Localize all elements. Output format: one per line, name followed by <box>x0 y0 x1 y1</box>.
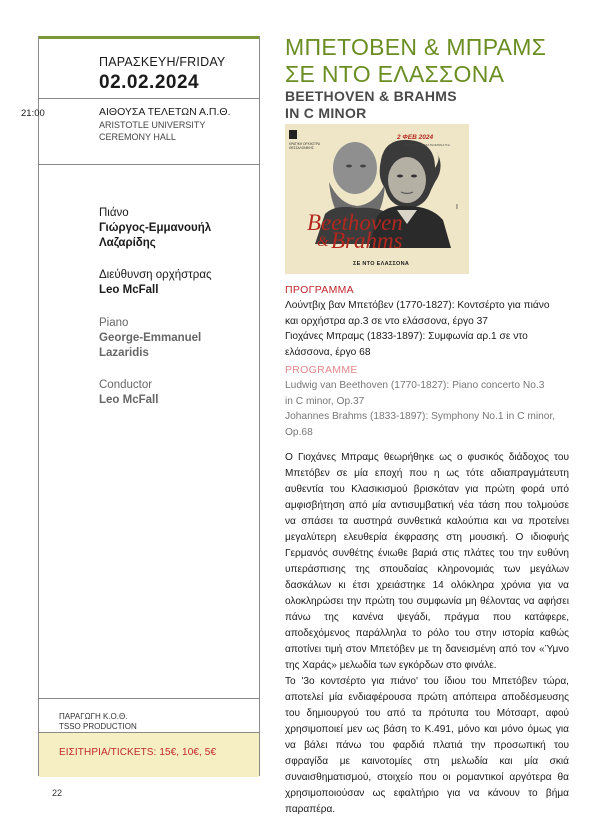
divider <box>39 698 259 699</box>
programme-notes <box>285 450 569 818</box>
title-gr-line-1: ΜΠΕΤΟΒΕΝ & ΜΠΡΑΜΣ <box>285 34 547 60</box>
orchestra-logo-icon <box>289 130 297 139</box>
performer-conductor-gr <box>99 268 259 298</box>
programme-line: Op.68 <box>285 426 313 438</box>
programme-line: Ludwig van Beethoven (1770-1827): Piano concerto No.3 <box>285 380 545 391</box>
performer-role: Πιάνο <box>99 207 129 219</box>
programme-heading-en: PROGRAMME <box>285 364 358 376</box>
poster-word-brahms: Brahms <box>331 228 403 253</box>
title-gr-line-2: ΣΕ ΝΤΟ ΕΛΑΣΣΟΝΑ <box>285 61 505 87</box>
performer-name: Leo McFall <box>99 394 159 406</box>
poster-details: ΩΡΑ 21:00 ΑΙΘΟΥΣΑ ΤΕΛΕΤΩΝ Α.Π.Θ. <box>405 144 451 147</box>
orchestra-logo-text: ΚΡΑΤΙΚΗ ΟΡΧΗΣΤΡΑ ΘΕΣΣΑΛΟΝΙΚΗΣ <box>289 142 320 150</box>
event-info-column <box>21 36 260 776</box>
notes-paragraph-1: Ο Γιοχάνες Μπραμς θεωρήθηκε ως ο φυσικός διάδοχος του Μπετόβεν σε μία εποχή που η ως τότε αδιαπραγμάτευτη αυθεντία του Κλασικισμού βρισκόταν για πρώτη φορά υπό αμφισβήτηση από μία αντισυμβατική νέα τάση που τολμούσε να σπάσει τα αυστηρά συνθετικά καλούπια και να προτείνει μεγαλύτερη ελευθερία έκφρασης στη μουσική. Ο ιδιοφυής Γερμανός συνθέτης ένιωθε βαριά στις πλάτες του την ευθύνη υπεράσπισης της σπουδαίας κληρονομιάς των μεγάλων δασκάλων κι έτσι χρειάστηκε 14 ολόκληρα χρόνια για να ολοκληρώσει την πρώτη του συμφωνία μη θέλοντας να αφήσει πάνω της κανένα ψεγάδι, πράγμα που κατάφερε, αποδεχόμενος παράλληλα το ρόλο του στην ιστορία καθώς αποτίνει τιμή στον Μπετόβεν με τη δανεισμένη από τον «Ύμνο της Χαράς» μελωδία των εγκόρδων στο φινάλε. <box>285 452 569 671</box>
notes-paragraph-2: Το '3ο κοντσέρτο για πιάνο' του ίδιου του Μπετόβεν τώρα, αποτελεί μία ενδιαφέρουσα πρώτη απόπειρα αποδέσμευσης του δημιουργού του από τα πρότυπα του Μότσαρτ, αφού χρησιμοποιεί μεν ως βάση το Κ.491, μόνο και μόνο όμως για να βάλει πάνω του φαρδιά πλατιά την προσωπική του σφραγίδα με καινοτομίες στη μελωδία και μία σκιά συναισθηματισμού, στοιχείο που οι ρομαντικοί αργότερα θα χρησιμοποιούσαν ως εφαλτήριο για να κάνουν το βήμα παραπέρα. <box>285 676 569 815</box>
programme-line: Johannes Brahms (1833-1897): Symphony No.1 in C minor, <box>285 411 556 422</box>
page-number: 22 <box>52 788 63 798</box>
programme-heading-gr: ΠΡΟΓΡΑΜΜΑ <box>285 284 354 296</box>
ticket-prices: ΕΙΣΙΤΗΡΙΑ/TICKETS: 15€, 10€, 5€ <box>59 747 217 758</box>
event-day: ΠΑΡΑΣΚΕΥΗ/FRIDAY <box>99 55 226 69</box>
tickets-box <box>39 732 259 777</box>
programme-line: ελάσσονα, έργο 68 <box>285 346 371 358</box>
performer-piano-gr <box>99 206 259 251</box>
title-en-line-2: IN C MINOR <box>285 105 367 121</box>
poster-ampersand: & <box>317 234 329 250</box>
divider <box>39 98 259 99</box>
programme-line: και ορχήστρα αρ.3 σε ντο ελάσσονα, έργο 37 <box>285 315 488 327</box>
event-time: 21:00 <box>21 108 45 119</box>
performer-role: Piano <box>99 317 129 329</box>
venue-greek: ΑΙΘΟΥΣΑ ΤΕΛΕΤΩΝ Α.Π.Θ. <box>99 106 231 118</box>
performer-name: Γιώργος-Εμμανουήλ <box>99 222 212 234</box>
performer-role: Διεύθυνση ορχήστρας <box>99 269 212 281</box>
poster-word-beethoven: Beethoven <box>307 210 403 235</box>
concert-title-greek <box>285 34 546 88</box>
production-gr: ΠΑΡΑΓΩΓΗ Κ.Ο.Θ. <box>59 712 128 721</box>
title-en-line-1: BEETHOVEN & BRAHMS <box>285 88 457 104</box>
programme-line: Γιοχάνες Μπραμς (1833-1897): Συμφωνία αρ.1 σε ντο <box>285 331 528 342</box>
performer-name: Leo McFall <box>99 284 159 296</box>
programme-line: in C minor, Op.37 <box>285 395 365 407</box>
performer-conductor-en <box>99 378 259 408</box>
venue-english-line-2: CEREMONY HALL <box>99 132 176 142</box>
production-en: TSSO PRODUCTION <box>59 722 137 731</box>
venue-english-line-1: ARISTOTLE UNIVERSITY <box>99 120 206 130</box>
performer-name: Λαζαρίδης <box>99 237 156 249</box>
side-mark: I <box>456 204 458 211</box>
programme-line: Λούντβιχ βαν Μπετόβεν (1770-1827): Κοντσέρτο για πιάνο <box>285 300 550 311</box>
concert-title-english <box>285 88 457 122</box>
programme-list-gr <box>285 298 571 360</box>
poster-subtitle: ΣΕ ΝΤΟ ΕΛΑΣΣΟΝΑ <box>353 261 410 267</box>
date-block <box>39 36 259 101</box>
performer-role: Conductor <box>99 379 153 391</box>
poster-date: 2 ΦΕΒ 2024 <box>397 134 434 141</box>
performer-piano-en <box>99 316 259 361</box>
concert-poster <box>285 124 469 274</box>
production-credit <box>59 712 137 732</box>
divider <box>39 164 259 165</box>
performer-name: George-Emmanuel <box>99 332 202 344</box>
event-date: 02.02.2024 <box>99 72 200 93</box>
venue-english <box>99 119 249 143</box>
performer-name: Lazaridis <box>99 347 149 359</box>
programme-list-en <box>285 378 571 440</box>
